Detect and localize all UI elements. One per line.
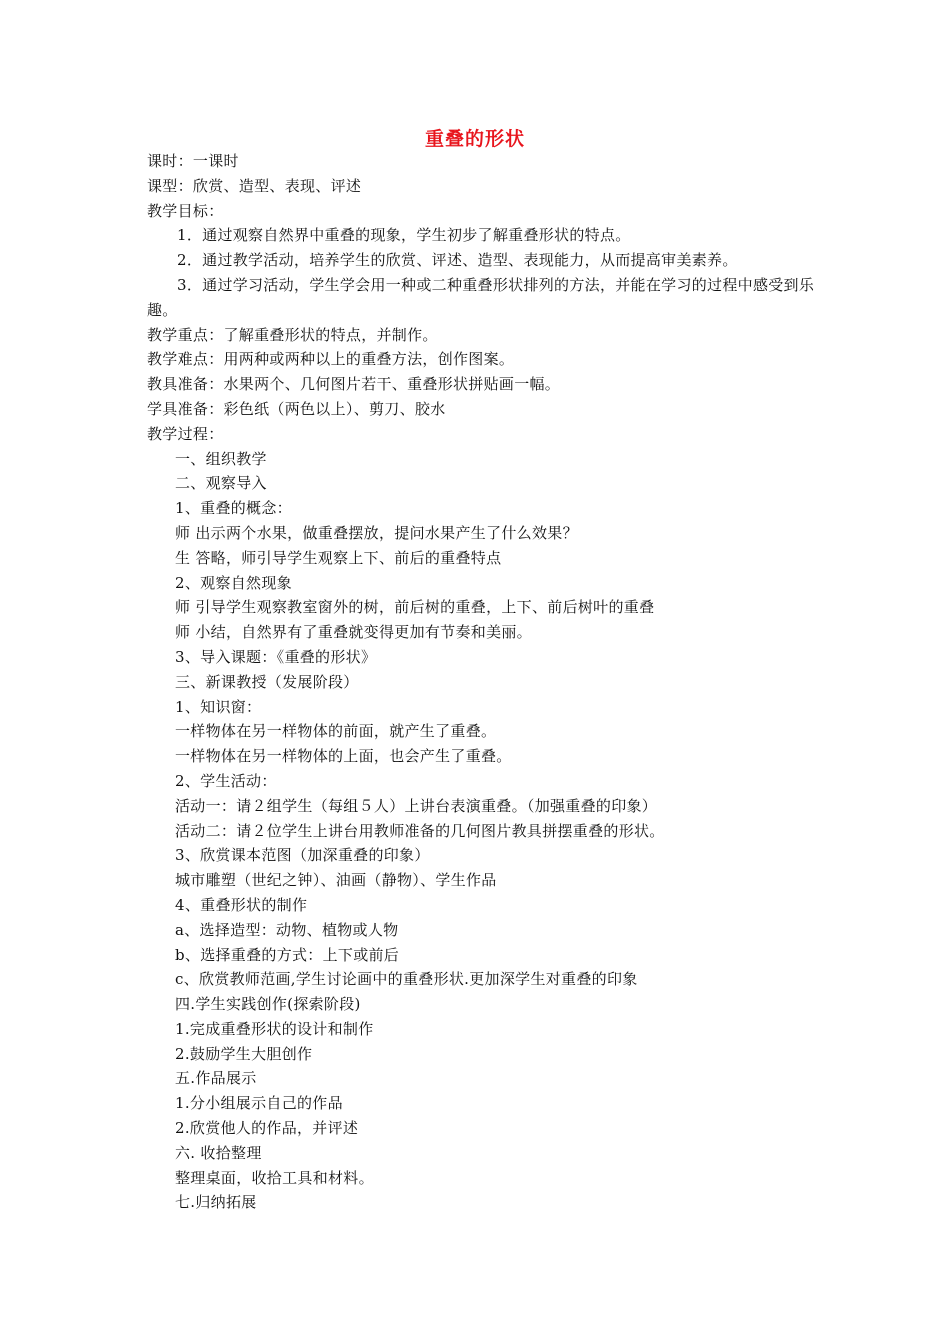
text-line: 教具准备：水果两个、几何图片若干、重叠形状拼贴画一幅。 (147, 375, 561, 394)
text-line: 课型：欣赏、造型、表现、评述 (147, 176, 362, 195)
text-line: 课时：一课时 (147, 152, 239, 170)
text-span: 3．通过学习活动，学生学会用一种或二种重叠形状排列的方法，并能在学习的过程中感受到乐趣。 (147, 275, 815, 319)
text-line: 三、新课教授（发展阶段） (175, 672, 359, 691)
text-line (147, 273, 817, 323)
text-line: 3、导入课题：《重叠的形状》 (175, 647, 377, 666)
text-line: 二、观察导入 (175, 474, 267, 493)
text-line: 师 出示两个水果，做重叠摆放，提问水果产生了什么效果？ (175, 523, 578, 542)
text-line: b、选择重叠的方式：上下或前后 (175, 945, 400, 964)
text-line: 五.作品展示 (175, 1069, 257, 1088)
text-line: 2．通过教学活动，培养学生的欣赏、评述、造型、表现能力，从而提高审美素养。 (177, 251, 738, 270)
text-line: 教学目标： (147, 201, 224, 220)
text-line: 城市雕塑（世纪之钟）、油画（静物）、学生作品 (175, 871, 497, 890)
text-line: 师 小结，自然界有了重叠就变得更加有节奏和美丽。 (175, 623, 532, 642)
text-line: 活动二：请２位学生上讲台用教师准备的几何图片教具拼摆重叠的形状。 (175, 821, 665, 840)
text-line: 师 引导学生观察教室窗外的树，前后树的重叠，上下、前后树叶的重叠 (175, 598, 655, 617)
text-line: a、选择造型：动物、植物或人物 (175, 920, 399, 939)
text-line: 2.鼓励学生大胆创作 (175, 1044, 313, 1063)
text-line: 1．通过观察自然界中重叠的现象，学生初步了解重叠形状的特点。 (177, 226, 631, 245)
text-line: c、欣赏教师范画,学生讨论画中的重叠形状.更加深学生对重叠的印象 (175, 970, 638, 989)
text-line: 3、欣赏课本范图（加深重叠的印象） (175, 846, 430, 865)
text-line: 教学重点：了解重叠形状的特点，并制作。 (147, 325, 438, 344)
text-line: 六. 收拾整理 (175, 1143, 262, 1162)
text-line: 2、学生活动： (175, 771, 277, 790)
text-line: 1.完成重叠形状的设计和制作 (175, 1019, 374, 1038)
text-line: 一样物体在另一样物体的上面，也会产生了重叠。 (175, 747, 512, 766)
text-line: 活动一：请２组学生（每组５人）上讲台表演重叠。（加强重叠的印象） (175, 796, 658, 815)
text-line: 教学难点：用两种或两种以上的重叠方法，创作图案。 (147, 350, 515, 369)
text-line: 生 答略，师引导学生观察上下、前后的重叠特点 (175, 548, 502, 567)
text-line: 七.归纳拓展 (175, 1193, 257, 1212)
text-line: 四.学生实践创作(探索阶段) (175, 995, 361, 1014)
text-line: 一样物体在另一样物体的前面，就产生了重叠。 (175, 722, 497, 741)
text-line: 1、知识窗： (175, 697, 262, 716)
text-line: 1.分小组展示自己的作品 (175, 1094, 343, 1113)
text-line: 1、重叠的概念： (175, 499, 292, 518)
text-line: 2.欣赏他人的作品，并评述 (175, 1119, 359, 1138)
document-title: 重叠的形状 (424, 128, 525, 150)
text-line: 整理桌面，收拾工具和材料。 (175, 1168, 374, 1187)
text-line: 教学过程： (147, 424, 224, 443)
text-line: 学具准备：彩色纸（两色以上）、剪刀、胶水 (147, 399, 446, 418)
text-line: 2、观察自然现象 (175, 573, 292, 592)
text-line: 一、组织教学 (175, 449, 267, 468)
text-line: 4、重叠形状的制作 (175, 895, 308, 914)
document-body (147, 149, 817, 1215)
